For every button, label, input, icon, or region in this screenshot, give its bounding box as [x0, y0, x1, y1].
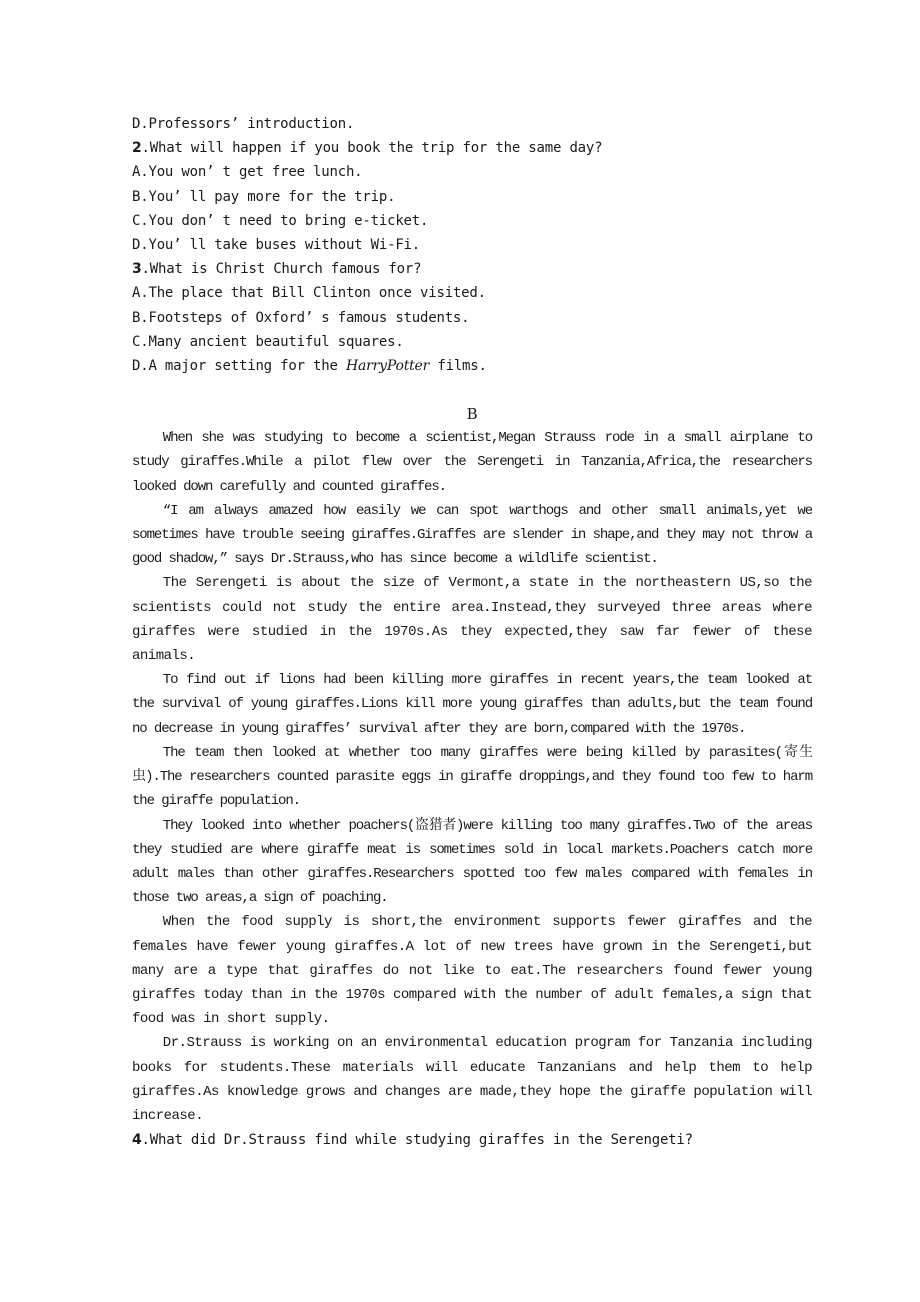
passage-paragraph-7: When the food supply is short,the environment supports fewer giraffes and the females have fewer young giraffes.A lot of new trees have grown in the Serengeti,but many are a type that giraffes do not like to eat.The researchers found fewer young giraffes today than in the 1970s compared with the number of adult females,a sign that food was in short supply.: [132, 914, 812, 1028]
question-number: 3: [132, 261, 142, 278]
option-b-q3: [132, 306, 812, 330]
option-text: A major setting for the: [148, 357, 346, 374]
question-text: .What did Dr.Strauss find while studying giraffes in the Serengeti?: [141, 1132, 693, 1149]
option-letter: C.: [132, 212, 149, 229]
question-4-stem: [132, 1128, 812, 1152]
passage-paragraph-6: They looked into whether poachers(盗猎者)were killing too many giraffes.Two of the areas they studied are where giraffe meat is sometimes sold in local markets.Poachers catch more adult males than other giraffes.Researchers spotted too few males compared with females in those two areas,a sign of poaching.: [132, 817, 812, 907]
question-3-stem: [132, 257, 812, 281]
passage-paragraph-4: To find out if lions had been killing more giraffes in recent years,the team looked at the survival of young giraffes.Lions kill more young giraffes than adults,but the team found no decrease in young giraffes’ survival after they are born,compared with the 1970s.: [132, 672, 812, 737]
option-text: You’ ll pay more for the trip.: [148, 188, 396, 205]
option-letter: D.: [132, 357, 149, 374]
option-a-q3: [132, 281, 812, 305]
option-text: You’ ll take buses without Wi-Fi.: [148, 236, 421, 253]
option-text: Many ancient beautiful squares.: [148, 333, 404, 350]
passage-paragraph-3: The Serengeti is about the size of Vermont,a state in the northeastern US,so the scientists could not study the entire area.Instead,they surveyed three areas where giraffes were studied in the 1970s.As they expected,they saw far fewer of these animals.: [132, 575, 812, 665]
option-letter: C.: [132, 333, 149, 350]
option-text: You don’ t need to bring e-ticket.: [148, 212, 429, 229]
option-a-q2: [132, 160, 812, 184]
option-text: Footsteps of Oxford’ s famous students.: [148, 309, 470, 326]
option-letter: A.: [132, 164, 149, 181]
option-text: You won’ t get free lunch.: [148, 164, 363, 181]
option-text-end: films.: [429, 357, 487, 374]
film-title: HarryPotter: [345, 357, 430, 374]
document-page: [132, 112, 812, 1152]
option-c-q2: [132, 209, 812, 233]
option-letter: D.: [132, 236, 149, 253]
question-text: .What will happen if you book the trip for the same day?: [141, 140, 603, 157]
option-text: Professors’ introduction.: [148, 116, 355, 132]
option-letter: B.: [132, 188, 149, 205]
option-c-q3: [132, 330, 812, 354]
option-text: The place that Bill Clinton once visited.: [148, 285, 486, 302]
option-d-q3: [132, 354, 812, 378]
option-d-q1: [132, 112, 812, 136]
passage-paragraph-1: When she was studying to become a scientist,Megan Strauss rode in a small airplane to study giraffes.While a pilot flew over the Serengeti in Tanzania,Africa,the researchers looked down carefully and counted giraffes.: [132, 430, 812, 495]
option-b-q2: [132, 185, 812, 209]
question-number: 2: [132, 140, 142, 157]
option-letter: A.: [132, 285, 149, 302]
option-d-q2: [132, 233, 812, 257]
passage-paragraph-8: Dr.Strauss is working on an environmental education program for Tanzania including books for students.These materials will educate Tanzanians and help them to help giraffes.As knowledge grows and changes are made,they hope the giraffe population will increase.: [132, 1035, 812, 1124]
passage-title: B: [466, 405, 478, 424]
passage-paragraph-2: “I am always amazed how easily we can spot warthogs and other small animals,yet we sometimes have trouble seeing giraffes.Giraffes are slender in shape,and they may not throw a good shadow,” says Dr.Strauss,who has since become a wildlife scientist.: [132, 502, 812, 568]
question-text: .What is Christ Church famous for?: [141, 261, 422, 278]
option-letter: B.: [132, 309, 149, 326]
question-2-stem: [132, 136, 812, 160]
passage-paragraph-5: The team then looked at whether too many giraffes were being killed by parasites(寄生虫).The researchers counted parasite eggs in giraffe droppings,and they found too few to harm the giraffe population.: [132, 744, 812, 810]
option-letter: D.: [132, 116, 149, 132]
question-number: 4: [132, 1132, 142, 1149]
